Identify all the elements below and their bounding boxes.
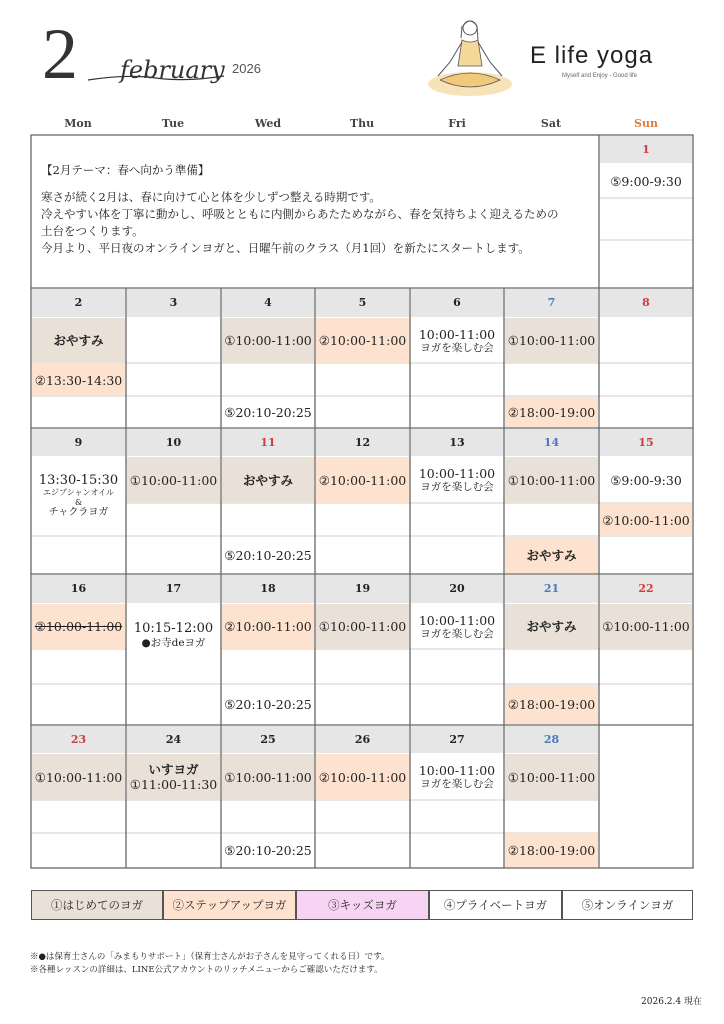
slot-time: 13:30-15:30 [38, 472, 119, 488]
date-27: 27 [411, 726, 503, 753]
slot-cell[interactable]: ①10:00-11:00 [316, 604, 409, 649]
date-6: 6 [411, 289, 503, 317]
slot-label: ヨガを楽しむ会 [420, 341, 494, 354]
weekday-sat: Sat [540, 117, 562, 130]
slot-time: 10:15-12:00 [133, 621, 214, 637]
slot-cell[interactable]: ⑤9:00-9:30 [610, 472, 682, 488]
slot-holiday: おやすみ [505, 604, 598, 649]
slot-cell[interactable]: ①10:00-11:00 [222, 754, 314, 800]
slot-time: 10:00-11:00 [418, 466, 496, 482]
year: 2026 [232, 61, 261, 76]
slot-label: エジプシャンオイル [42, 488, 115, 498]
slot-cell[interactable] [127, 604, 220, 667]
slot-cell[interactable]: ②10:00-11:00 [600, 504, 692, 536]
slot-label: いすヨガ [148, 762, 199, 777]
date-14: 14 [505, 429, 598, 456]
date-22: 22 [600, 575, 692, 603]
date-24: 24 [127, 726, 220, 753]
theme-line: 土台をつくります。 [41, 224, 144, 238]
date-16: 16 [32, 575, 125, 603]
slot-cell[interactable]: ①10:00-11:00 [600, 604, 692, 649]
slot-cell[interactable]: ②10:00-11:00 [222, 604, 314, 649]
brand-logo: E life yoga [530, 42, 654, 69]
note-line: ※●は保育士さんの「みまもりサポート」（保育士さんがお子さんを見守ってくれる日）です。 [30, 952, 390, 962]
date-9: 9 [32, 429, 125, 456]
slot-time: 10:00-11:00 [418, 326, 496, 342]
slot-cell[interactable]: ②10:00-11:00 [316, 457, 409, 503]
slot-holiday: おやすみ [505, 537, 598, 573]
date-4: 4 [222, 289, 314, 317]
slot-label: ●お寺deヨガ [141, 637, 206, 649]
slot-cell[interactable] [32, 457, 125, 535]
theme-line: 寒さが続く2月は、春に向けて心と体を少しずつ整える時期です。 [41, 190, 381, 204]
slot-holiday: おやすみ [222, 457, 314, 503]
legend-step-up: ②ステップアップヨガ [163, 890, 296, 920]
weekday-mon: Mon [64, 117, 92, 130]
slot-label: ヨガを楽しむ会 [420, 778, 494, 791]
brand-tagline: Myself and Enjoy - Good life [562, 73, 638, 79]
slot-cell[interactable]: ②18:00-19:00 [505, 834, 598, 867]
slot-cell[interactable]: ①10:00-11:00 [505, 457, 598, 503]
date-19: 19 [316, 575, 409, 603]
date-5: 5 [316, 289, 409, 317]
slot-cell[interactable] [411, 318, 503, 363]
slot-label: & [74, 497, 83, 507]
slot-label: チャクラヨガ [48, 507, 109, 519]
slot-holiday: おやすみ [32, 318, 125, 363]
slot-cell[interactable]: ⑤20:10-20:25 [224, 547, 312, 563]
date-21: 21 [505, 575, 598, 603]
date-23: 23 [32, 726, 125, 753]
slot-cell[interactable] [411, 604, 503, 649]
slot-cell[interactable]: ①10:00-11:00 [505, 318, 598, 363]
slot-cell[interactable]: ①10:00-11:00 [32, 754, 125, 800]
slot-cell[interactable]: ②10:00-11:00 [316, 318, 409, 363]
slot-cell[interactable]: ②18:00-19:00 [505, 397, 598, 427]
weekday-sun: Sun [634, 117, 658, 130]
date-13: 13 [411, 429, 503, 456]
legend-online: ⑤オンラインヨガ [562, 890, 693, 920]
day-number: 2 [42, 14, 78, 94]
slot-cell[interactable]: ②10:00-11:00 [316, 754, 409, 800]
slot-label: ヨガを楽しむ会 [420, 627, 494, 640]
monthly-theme [41, 162, 591, 257]
theme-line: 冷えやすい体を丁寧に動かし、呼吸とともに内側からあたためながら、春を気持ちよく迎えるための [41, 207, 559, 221]
slot-time: 10:00-11:00 [418, 612, 496, 628]
weekday-tue: Tue [161, 117, 185, 130]
date-8: 8 [600, 289, 692, 317]
slot-cell[interactable]: ⑤20:10-20:25 [224, 843, 312, 858]
slot-cell[interactable]: ①10:00-11:00 [222, 318, 314, 363]
slot-cell[interactable] [127, 754, 220, 800]
legend-kids: ③キッズヨガ [296, 890, 429, 920]
date-11: 11 [222, 429, 314, 456]
weekday-wed: Wed [254, 117, 282, 130]
theme-line: 今月より、平日夜のオンラインヨガと、日曜午前のクラス（月1回）を新たにスタートします。 [41, 241, 530, 255]
date-15: 15 [600, 429, 692, 456]
date-25: 25 [222, 726, 314, 753]
legend-beginner: ①はじめてのヨガ [31, 890, 163, 920]
date-2: 2 [32, 289, 125, 317]
slot-cell[interactable] [411, 457, 503, 503]
theme-title: 【2月テーマ：春へ向かう準備】 [41, 163, 210, 177]
date-28: 28 [505, 726, 598, 753]
date-26: 26 [316, 726, 409, 753]
slot-cancelled[interactable]: ②10:00-11:00 [32, 604, 125, 649]
slot-cell[interactable]: ①10:00-11:00 [505, 754, 598, 800]
date-3: 3 [127, 289, 220, 317]
date-10: 10 [127, 429, 220, 456]
slot-cell[interactable]: ⑤9:00-9:30 [610, 173, 682, 189]
month-name: february [120, 56, 225, 84]
slot-cell[interactable]: ⑤20:10-20:25 [224, 697, 312, 712]
date-20: 20 [411, 575, 503, 603]
date-1: 1 [600, 136, 692, 163]
slot-cell[interactable] [411, 754, 503, 800]
as-of-date: 2026.2.4 現在 [641, 997, 702, 1007]
slot-label: ヨガを楽しむ会 [420, 481, 494, 494]
slot-time: 10:00-11:00 [418, 763, 496, 779]
slot-cell[interactable]: ②18:00-19:00 [505, 685, 598, 724]
date-17: 17 [127, 575, 220, 603]
date-18: 18 [222, 575, 314, 603]
slot-cell[interactable]: ⑤20:10-20:25 [224, 404, 312, 420]
date-12: 12 [316, 429, 409, 456]
slot-cell[interactable]: ②13:30-14:30 [32, 364, 125, 396]
weekday-fri: Fri [448, 117, 466, 130]
slot-cell[interactable]: ①10:00-11:00 [127, 457, 220, 503]
slot-time: ①11:00-11:30 [129, 777, 218, 792]
legend-private: ④プライベートヨガ [429, 890, 562, 920]
date-7: 7 [505, 289, 598, 317]
weekday-thu: Thu [349, 117, 375, 130]
note-line: ※各種レッスンの詳細は、LINE公式アカウントのリッチメニューからご確認いただけます。 [30, 965, 383, 975]
